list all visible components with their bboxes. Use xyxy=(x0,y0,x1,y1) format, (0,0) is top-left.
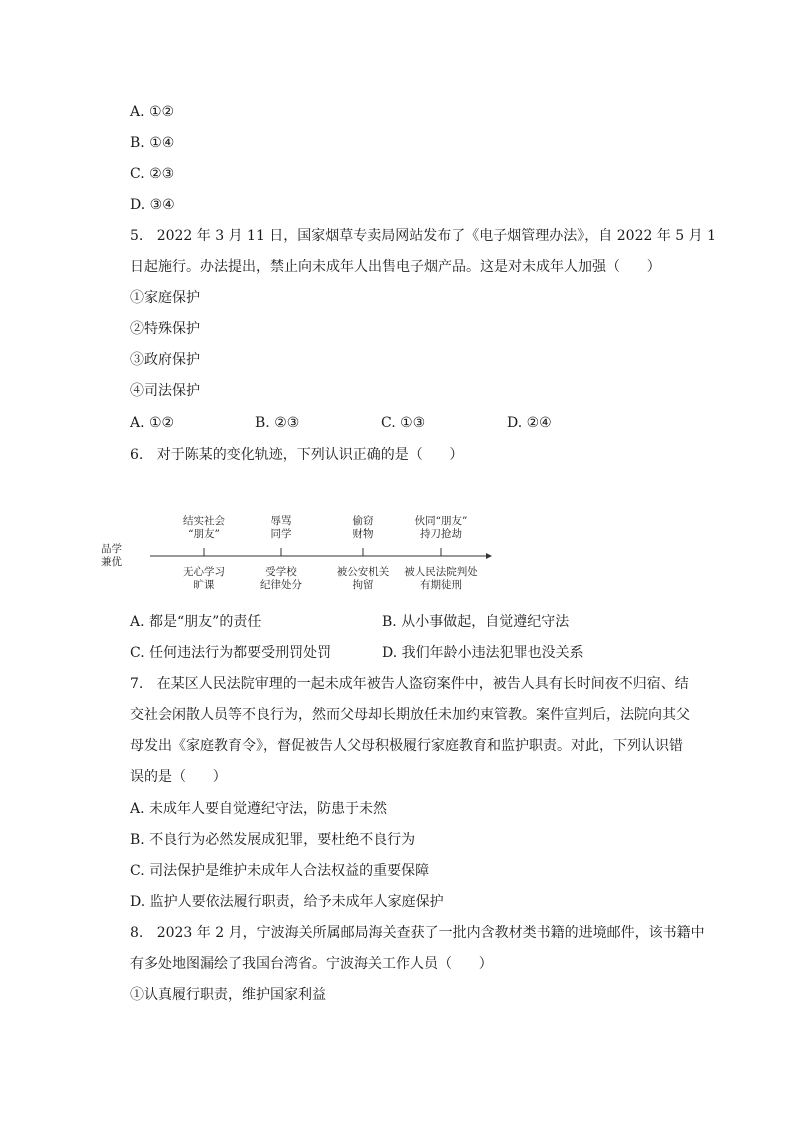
q5-item-1: ①家庭保护 xyxy=(130,290,200,306)
q5-stem-line2: 日起施行。办法提出，禁止向未成年人出售电子烟产品。这是对未成年人加强（ ） xyxy=(130,259,661,275)
timeline-bottom-event-3 xyxy=(323,566,403,592)
top-event-3-line1: 偷窃 xyxy=(352,515,374,527)
start-label-line1: 品学 xyxy=(101,543,122,555)
bottom-event-2-line1: 受学校 xyxy=(265,566,297,578)
q8-stem-line1: 8. 2023 年 2 月，宁波海关所属邮局海关查获了一批内含教材类书籍的进境邮件，该书籍中 xyxy=(130,925,705,941)
q6-option-d: D. 我们年龄小违法犯罪也没关系 xyxy=(382,645,584,661)
q7-stem-line3: 母发出《家庭教育令》，督促被告人父母积极履行家庭教育和监护职责。对此，下列认识错 xyxy=(130,738,683,754)
q7-option-d: D. 监护人要依法履行职责，给予未成年人家庭保护 xyxy=(130,894,444,910)
q4-option-a: A. ①② xyxy=(130,104,175,120)
bottom-event-2-line2: 纪律处分 xyxy=(260,579,302,591)
q6-option-a: A. 都是“朋友”的责任 xyxy=(130,614,262,630)
q4-option-d: D. ③④ xyxy=(130,197,175,213)
bottom-event-3-line2: 拘留 xyxy=(352,579,374,591)
q6-timeline-diagram xyxy=(101,505,498,591)
start-label-line2: 兼优 xyxy=(101,556,122,568)
q5-option-a: A. ①② xyxy=(130,415,175,431)
q5-option-b: B. ②③ xyxy=(255,415,300,431)
timeline-top-event-3 xyxy=(323,515,403,541)
top-event-1-line1: 结实社会 xyxy=(183,515,225,527)
timeline-top-event-4 xyxy=(401,515,481,541)
q7-stem-line4: 误的是（ ） xyxy=(130,769,227,785)
q7-option-b: B. 不良行为必然发展成犯罪，要杜绝不良行为 xyxy=(130,832,416,848)
q5-item-2: ②特殊保护 xyxy=(130,321,200,337)
q7-stem-line1: 7. 在某区人民法院审理的一起未成年被告人盗窃案件中，被告人具有长时间夜不归宿、结 xyxy=(130,676,689,692)
q5-option-d: D. ②④ xyxy=(507,415,552,431)
timeline-bottom-event-1 xyxy=(164,566,244,592)
q5-option-c: C. ①③ xyxy=(381,415,426,431)
top-event-4-line2: 持刀抢劫 xyxy=(420,528,462,540)
top-event-4-line1: 伙同“朋友” xyxy=(414,515,468,527)
q5-item-3: ③政府保护 xyxy=(130,352,200,368)
timeline-start-label xyxy=(98,543,141,569)
timeline-bottom-event-4 xyxy=(401,566,481,592)
bottom-event-1-line1: 无心学习 xyxy=(183,566,225,578)
top-event-3-line2: 财物 xyxy=(352,528,374,540)
q7-option-c: C. 司法保护是维护未成年人合法权益的重要保障 xyxy=(130,863,430,879)
q6-option-b: B. 从小事做起，自觉遵纪守法 xyxy=(382,614,570,630)
q7-stem-line2: 交社会闲散人员等不良行为，然而父母却长期放任未加约束管教。案件宣判后，法院向其父 xyxy=(130,707,690,723)
q6-stem: 6. 对于陈某的变化轨迹，下列认识正确的是（ ） xyxy=(130,447,464,463)
timeline-top-event-1 xyxy=(164,515,244,541)
q5-stem-line1: 5. 2022 年 3 月 11 日，国家烟草专卖局网站发布了《电子烟管理办法》，自 2022 年 5 月 1 xyxy=(130,228,717,244)
bottom-event-4-line2: 有期徒刑 xyxy=(420,579,462,591)
q7-option-a: A. 未成年人要自觉遵纪守法，防患于未然 xyxy=(130,801,388,817)
bottom-event-4-line1: 被人民法院判处 xyxy=(404,566,478,578)
q4-option-c: C. ②③ xyxy=(130,166,175,182)
q4-option-b: B. ①④ xyxy=(130,135,175,151)
q5-item-4: ④司法保护 xyxy=(130,383,200,399)
timeline-top-event-2 xyxy=(241,515,321,541)
top-event-2-line1: 辱骂 xyxy=(270,515,292,527)
q6-option-c: C. 任何违法行为都要受刑罚处罚 xyxy=(130,645,332,661)
q8-stem-line2: 有多处地图漏绘了我国台湾省。宁波海关工作人员（ ） xyxy=(130,956,493,972)
bottom-event-3-line1: 被公安机关 xyxy=(336,566,390,578)
top-event-1-line2: “朋友” xyxy=(188,528,220,540)
timeline-bottom-event-2 xyxy=(241,566,321,592)
q8-item-1: ①认真履行职责，维护国家利益 xyxy=(130,987,326,1003)
top-event-2-line2: 同学 xyxy=(270,528,292,540)
bottom-event-1-line2: 旷课 xyxy=(193,579,215,591)
